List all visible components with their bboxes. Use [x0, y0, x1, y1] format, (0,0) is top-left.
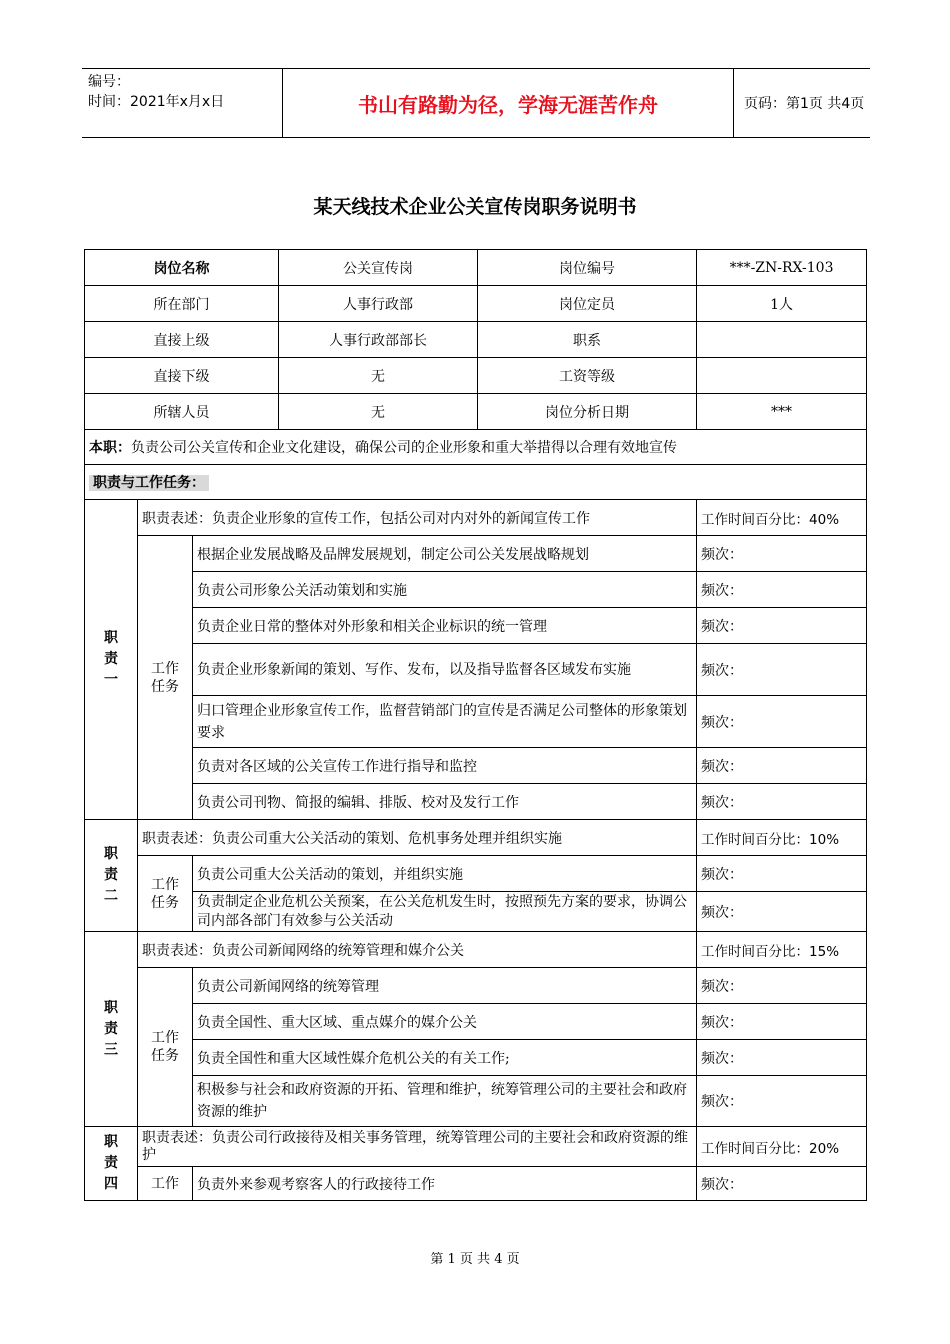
- duty-1-desc: 职责表述：负责企业形象的宣传工作，包括公司对内对外的新闻宣传工作: [138, 500, 697, 536]
- header-meta: [82, 69, 282, 140]
- task-row: [85, 968, 867, 1004]
- task-text: 积极参与社会和政府资源的开拓、管理和维护，统筹管理公司的主要社会和政府资源的维护: [193, 1076, 697, 1127]
- value-staff-managed: 无: [279, 394, 478, 430]
- duty-3-name-text: 职责三: [104, 999, 118, 1058]
- duty-text: 负责公司公关宣传和企业文化建设，确保公司的企业形象和重大举措得以合理有效地宣传: [131, 440, 677, 456]
- task-frequency: 频次：: [697, 968, 867, 1004]
- task-text: 负责外来参观考察客人的行政接待工作: [193, 1167, 697, 1201]
- work-task-text: 工作任务: [151, 1030, 179, 1064]
- task-text: 负责公司形象公关活动策划和实施: [193, 572, 697, 608]
- duty-2-work-task-label: [138, 856, 193, 932]
- job-description-table: [84, 249, 867, 1201]
- label-position-code: 岗位编号: [478, 250, 697, 286]
- duty-4-work-label: 工作: [138, 1167, 193, 1201]
- duty-2-desc: 职责表述：负责公司重大公关活动的策划、危机事务处理并组织实施: [138, 820, 697, 856]
- label-position-name: 岗位名称: [85, 250, 279, 286]
- duty-1-desc-row: [85, 500, 867, 536]
- label-department: 所在部门: [85, 286, 279, 322]
- duty-4-name-text: 职责四: [104, 1134, 118, 1192]
- duty-3-name: [85, 932, 138, 1127]
- value-department: 人事行政部: [279, 286, 478, 322]
- duty-1-work-task-label: [138, 536, 193, 820]
- tasks-header-cell: [85, 465, 867, 500]
- task-frequency: 频次：: [697, 1040, 867, 1076]
- value-direct-subordinate: 无: [279, 358, 478, 394]
- task-frequency: 频次：: [697, 696, 867, 748]
- value-salary-grade: [697, 358, 867, 394]
- value-direct-superior: 人事行政部部长: [279, 322, 478, 358]
- label-salary-grade: 工资等级: [478, 358, 697, 394]
- duty-4-desc-row: [85, 1127, 867, 1167]
- task-text: 根据企业发展战略及品牌发展规划，制定公司公关发展战略规划: [193, 536, 697, 572]
- tasks-label: 职责与工作任务：: [89, 475, 209, 491]
- task-row: [85, 572, 867, 608]
- duty-row: [85, 430, 867, 465]
- duty-4-percent: 工作时间百分比：20%: [697, 1127, 867, 1167]
- value-job-family: [697, 322, 867, 358]
- task-text: 归口管理企业形象宣传工作，监督营销部门的宣传是否满足公司整体的形象策划要求: [193, 696, 697, 748]
- info-row: [85, 286, 867, 322]
- label-job-family: 职系: [478, 322, 697, 358]
- task-frequency: 频次：: [697, 644, 867, 696]
- page-header: [82, 68, 870, 138]
- value-analysis-date: ***: [697, 394, 867, 430]
- task-frequency: 频次：: [697, 536, 867, 572]
- duty-cell: [85, 430, 867, 465]
- task-row: [85, 644, 867, 696]
- task-text: 负责全国性、重大区域、重点媒介的媒介公关: [193, 1004, 697, 1040]
- label-analysis-date: 岗位分析日期: [478, 394, 697, 430]
- header-page-number: 页码：第1页 共4页: [744, 96, 865, 112]
- label-headcount: 岗位定员: [478, 286, 697, 322]
- task-row: [85, 536, 867, 572]
- task-row: [85, 1076, 867, 1127]
- task-frequency: 频次：: [697, 1004, 867, 1040]
- duty-3-desc: 职责表述：负责公司新闻网络的统筹管理和媒介公关: [138, 932, 697, 968]
- duty-3-desc-row: [85, 932, 867, 968]
- task-row: [85, 1004, 867, 1040]
- info-row: [85, 322, 867, 358]
- document-date: 时间：2021年x月x日: [88, 94, 225, 110]
- duty-label: 本职：: [89, 440, 131, 456]
- task-frequency: 频次：: [697, 856, 867, 892]
- task-text: 负责公司重大公关活动的策划，并组织实施: [193, 856, 697, 892]
- info-row: [85, 394, 867, 430]
- duty-2-name: [85, 820, 138, 932]
- document-number: 编号：: [88, 74, 130, 90]
- value-headcount: 1人: [697, 286, 867, 322]
- task-text: 负责对各区域的公关宣传工作进行指导和监控: [193, 748, 697, 784]
- duty-2-desc-row: [85, 820, 867, 856]
- task-row: [85, 784, 867, 820]
- task-text: 负责企业形象新闻的策划、写作、发布，以及指导监督各区域发布实施: [193, 644, 697, 696]
- value-position-code: ***-ZN-RX-103: [697, 250, 867, 286]
- info-row: [85, 250, 867, 286]
- task-frequency: 频次：: [697, 748, 867, 784]
- label-direct-subordinate: 直接下级: [85, 358, 279, 394]
- task-row: [85, 1040, 867, 1076]
- task-frequency: 频次：: [697, 892, 867, 932]
- duty-1-name-text: 职责一: [104, 630, 118, 688]
- task-frequency: 频次：: [697, 1076, 867, 1127]
- work-task-text: 工作任务: [151, 660, 179, 695]
- duty-3-percent: 工作时间百分比：15%: [697, 932, 867, 968]
- duty-3-work-task-label: [138, 968, 193, 1127]
- label-staff-managed: 所辖人员: [85, 394, 279, 430]
- header-motto: 书山有路勤为径，学海无涯苦作舟: [282, 69, 734, 137]
- label-direct-superior: 直接上级: [85, 322, 279, 358]
- task-frequency: 频次：: [697, 1167, 867, 1201]
- value-position-name: 公关宣传岗: [279, 250, 478, 286]
- task-frequency: 频次：: [697, 608, 867, 644]
- task-frequency: 频次：: [697, 572, 867, 608]
- tasks-header-row: [85, 465, 867, 500]
- task-row: [85, 748, 867, 784]
- task-text: 负责企业日常的整体对外形象和相关企业标识的统一管理: [193, 608, 697, 644]
- duty-4-desc: 职责表述：负责公司行政接待及相关事务管理，统筹管理公司的主要社会和政府资源的维护: [138, 1127, 697, 1167]
- info-row: [85, 358, 867, 394]
- work-task-text: 工作任务: [151, 876, 179, 911]
- task-text: 负责公司刊物、简报的编辑、排版、校对及发行工作: [193, 784, 697, 820]
- duty-1-percent: 工作时间百分比：40%: [697, 500, 867, 536]
- duty-2-name-text: 职责二: [104, 846, 118, 904]
- task-row: [85, 856, 867, 892]
- task-row: [85, 1167, 867, 1201]
- duty-1-name: [85, 500, 138, 820]
- task-row: [85, 892, 867, 932]
- task-text: 负责全国性和重大区域性媒介危机公关的有关工作;: [193, 1040, 697, 1076]
- task-frequency: 频次：: [697, 784, 867, 820]
- duty-2-percent: 工作时间百分比：10%: [697, 820, 867, 856]
- task-text: 负责制定企业危机公关预案，在公关危机发生时，按照预先方案的要求，协调公司内部各部门有效参与公关活动: [193, 892, 697, 932]
- duty-4-name: [85, 1127, 138, 1201]
- page-footer: 第 1 页 共 4 页: [430, 1252, 520, 1267]
- task-text: 负责公司新闻网络的统筹管理: [193, 968, 697, 1004]
- task-row: [85, 608, 867, 644]
- task-row: [85, 696, 867, 748]
- document-title: 某天线技术企业公关宣传岗职务说明书: [313, 196, 637, 218]
